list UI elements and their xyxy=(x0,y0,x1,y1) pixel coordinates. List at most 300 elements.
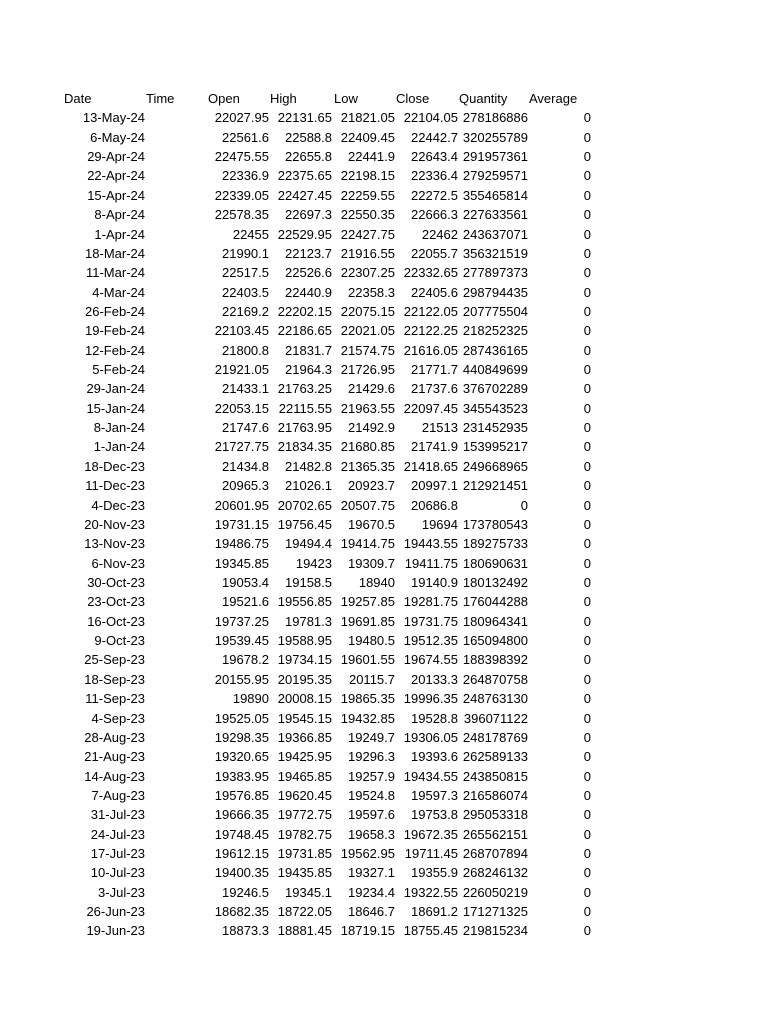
cell-average[interactable]: 0 xyxy=(583,652,591,668)
cell-high[interactable]: 22588.8 xyxy=(285,129,332,145)
cell-date[interactable]: 9-Oct-23 xyxy=(94,633,145,649)
cell-average[interactable]: 0 xyxy=(583,129,591,145)
cell-time[interactable] xyxy=(146,128,206,147)
cell-date[interactable]: 25-Sep-23 xyxy=(84,652,145,668)
cell-time[interactable] xyxy=(146,205,206,224)
cell-close[interactable]: 19306.05 xyxy=(403,729,458,745)
header-open[interactable]: Open xyxy=(208,91,240,106)
cell-date[interactable]: 3-Jul-23 xyxy=(98,884,145,900)
cell-average[interactable]: 0 xyxy=(583,671,591,687)
cell-open[interactable]: 22103.45 xyxy=(214,323,269,339)
cell-low[interactable]: 19309.7 xyxy=(348,555,395,571)
cell-date[interactable]: 8-Jan-24 xyxy=(93,420,145,436)
cell-date[interactable]: 29-Apr-24 xyxy=(87,149,145,165)
cell-high[interactable]: 22526.6 xyxy=(285,265,332,281)
cell-open[interactable]: 19666.35 xyxy=(214,807,269,823)
cell-close[interactable]: 19528.8 xyxy=(411,710,458,726)
cell-low[interactable]: 19257.9 xyxy=(348,768,395,784)
cell-quantity[interactable]: 218252325 xyxy=(462,323,528,339)
cell-average[interactable]: 0 xyxy=(583,749,591,765)
cell-quantity[interactable]: 291957361 xyxy=(462,149,528,165)
cell-open[interactable]: 22517.5 xyxy=(222,265,269,281)
cell-close[interactable]: 22666.3 xyxy=(411,207,458,223)
cell-quantity[interactable]: 440849699 xyxy=(462,362,528,378)
cell-date[interactable]: 12-Feb-24 xyxy=(85,342,145,358)
cell-time[interactable] xyxy=(146,321,206,340)
cell-low[interactable]: 18940 xyxy=(358,574,395,590)
cell-open[interactable]: 19612.15 xyxy=(214,846,269,862)
cell-high[interactable]: 19781.3 xyxy=(285,613,332,629)
cell-close[interactable]: 22643.4 xyxy=(411,149,458,165)
cell-open[interactable]: 19890 xyxy=(232,691,269,707)
cell-date[interactable]: 4-Dec-23 xyxy=(91,497,145,513)
cell-time[interactable] xyxy=(146,767,206,786)
cell-high[interactable]: 22440.9 xyxy=(285,284,332,300)
cell-time[interactable] xyxy=(146,399,206,418)
cell-quantity[interactable]: 226050219 xyxy=(462,884,528,900)
cell-time[interactable] xyxy=(146,747,206,766)
cell-close[interactable]: 22462 xyxy=(421,226,458,242)
cell-date[interactable]: 18-Mar-24 xyxy=(85,245,145,261)
cell-low[interactable]: 19658.3 xyxy=(348,826,395,842)
cell-high[interactable]: 19782.75 xyxy=(277,826,332,842)
cell-date[interactable]: 31-Jul-23 xyxy=(90,807,145,823)
cell-date[interactable]: 4-Mar-24 xyxy=(92,284,145,300)
cell-time[interactable] xyxy=(146,379,206,398)
cell-date[interactable]: 13-Nov-23 xyxy=(84,536,145,552)
cell-close[interactable]: 22104.05 xyxy=(403,110,458,126)
cell-average[interactable]: 0 xyxy=(583,110,591,126)
cell-quantity[interactable]: 396071122 xyxy=(463,710,528,726)
cell-close[interactable]: 19512.35 xyxy=(403,633,458,649)
cell-average[interactable]: 0 xyxy=(583,884,591,900)
cell-date[interactable]: 15-Apr-24 xyxy=(87,187,145,203)
cell-time[interactable] xyxy=(146,108,206,127)
cell-low[interactable]: 20507.75 xyxy=(340,497,395,513)
cell-high[interactable]: 21763.25 xyxy=(277,381,332,397)
header-quantity[interactable]: Quantity xyxy=(459,91,508,106)
cell-low[interactable]: 22021.05 xyxy=(340,323,395,339)
cell-quantity[interactable]: 345543523 xyxy=(462,400,528,416)
cell-average[interactable]: 0 xyxy=(583,594,591,610)
cell-open[interactable]: 21800.8 xyxy=(222,342,269,358)
cell-average[interactable]: 0 xyxy=(583,226,591,242)
cell-low[interactable]: 22441.9 xyxy=(348,149,395,165)
cell-date[interactable]: 21-Aug-23 xyxy=(84,749,145,765)
cell-date[interactable]: 26-Feb-24 xyxy=(85,303,145,319)
cell-time[interactable] xyxy=(146,341,206,360)
cell-high[interactable]: 19423 xyxy=(295,555,332,571)
cell-high[interactable]: 21964.3 xyxy=(285,362,332,378)
cell-time[interactable] xyxy=(146,650,206,669)
cell-open[interactable]: 19521.6 xyxy=(222,594,269,610)
cell-date[interactable]: 1-Apr-24 xyxy=(94,226,145,242)
cell-time[interactable] xyxy=(146,244,206,263)
cell-close[interactable]: 21513 xyxy=(421,420,458,436)
cell-quantity[interactable]: 180132492 xyxy=(462,574,528,590)
cell-average[interactable]: 0 xyxy=(583,787,591,803)
cell-quantity[interactable]: 279259571 xyxy=(462,168,528,184)
cell-open[interactable]: 20965.3 xyxy=(222,478,269,494)
cell-close[interactable]: 19443.55 xyxy=(403,536,458,552)
cell-open[interactable]: 19400.35 xyxy=(214,865,269,881)
cell-close[interactable]: 19355.9 xyxy=(411,865,458,881)
cell-close[interactable]: 21418.65 xyxy=(403,458,458,474)
cell-open[interactable]: 19539.45 xyxy=(214,633,269,649)
cell-close[interactable]: 19672.35 xyxy=(403,826,458,842)
cell-high[interactable]: 22529.95 xyxy=(277,226,332,242)
cell-close[interactable]: 22055.7 xyxy=(411,245,458,261)
cell-open[interactable]: 19748.45 xyxy=(214,826,269,842)
cell-date[interactable]: 15-Jan-24 xyxy=(86,400,145,416)
cell-average[interactable]: 0 xyxy=(583,342,591,358)
cell-open[interactable]: 20155.95 xyxy=(214,671,269,687)
cell-open[interactable]: 19053.4 xyxy=(222,574,269,590)
cell-quantity[interactable]: 287436165 xyxy=(462,342,528,358)
cell-high[interactable]: 20195.35 xyxy=(277,671,332,687)
cell-time[interactable] xyxy=(146,631,206,650)
cell-quantity[interactable]: 295053318 xyxy=(462,807,528,823)
cell-close[interactable]: 21737.6 xyxy=(411,381,458,397)
cell-low[interactable]: 19432.85 xyxy=(340,710,395,726)
cell-high[interactable]: 19425.95 xyxy=(277,749,332,765)
cell-open[interactable]: 19486.75 xyxy=(214,536,269,552)
cell-low[interactable]: 22409.45 xyxy=(340,129,395,145)
cell-date[interactable]: 6-Nov-23 xyxy=(91,555,145,571)
cell-high[interactable]: 18881.45 xyxy=(277,923,332,939)
cell-time[interactable] xyxy=(146,689,206,708)
cell-high[interactable]: 19545.15 xyxy=(277,710,332,726)
cell-low[interactable]: 21680.85 xyxy=(340,439,395,455)
cell-quantity[interactable]: 320255789 xyxy=(462,129,528,145)
cell-quantity[interactable]: 262589133 xyxy=(462,749,528,765)
cell-close[interactable]: 19597.3 xyxy=(411,787,458,803)
cell-close[interactable]: 20133.3 xyxy=(411,671,458,687)
cell-open[interactable]: 22339.05 xyxy=(214,187,269,203)
cell-low[interactable]: 19601.55 xyxy=(340,652,395,668)
cell-date[interactable]: 20-Nov-23 xyxy=(84,516,145,532)
cell-quantity[interactable]: 216586074 xyxy=(462,787,528,803)
cell-average[interactable]: 0 xyxy=(583,555,591,571)
cell-date[interactable]: 11-Sep-23 xyxy=(85,691,145,707)
cell-high[interactable]: 20008.15 xyxy=(277,691,332,707)
cell-open[interactable]: 22475.55 xyxy=(214,149,269,165)
cell-low[interactable]: 21916.55 xyxy=(340,245,395,261)
cell-average[interactable]: 0 xyxy=(583,284,591,300)
cell-open[interactable]: 21433.1 xyxy=(222,381,269,397)
cell-date[interactable]: 17-Jul-23 xyxy=(90,846,145,862)
header-average[interactable]: Average xyxy=(529,91,578,106)
cell-average[interactable]: 0 xyxy=(583,807,591,823)
cell-date[interactable]: 22-Apr-24 xyxy=(87,168,145,184)
cell-low[interactable]: 18646.7 xyxy=(348,904,395,920)
cell-average[interactable]: 0 xyxy=(583,846,591,862)
cell-average[interactable]: 0 xyxy=(583,865,591,881)
cell-date[interactable]: 28-Aug-23 xyxy=(84,729,145,745)
cell-average[interactable]: 0 xyxy=(583,381,591,397)
cell-time[interactable] xyxy=(146,283,206,302)
cell-close[interactable]: 19434.55 xyxy=(403,768,458,784)
cell-date[interactable]: 1-Jan-24 xyxy=(93,439,145,455)
cell-low[interactable]: 22075.15 xyxy=(340,303,395,319)
cell-average[interactable]: 0 xyxy=(583,245,591,261)
cell-open[interactable]: 22455 xyxy=(232,226,269,242)
cell-time[interactable] xyxy=(146,225,206,244)
cell-low[interactable]: 22427.75 xyxy=(340,226,395,242)
cell-average[interactable]: 0 xyxy=(583,149,591,165)
cell-open[interactable]: 22053.15 xyxy=(214,400,269,416)
cell-date[interactable]: 4-Sep-23 xyxy=(91,710,145,726)
cell-time[interactable] xyxy=(146,515,206,534)
cell-time[interactable] xyxy=(146,360,206,379)
cell-quantity[interactable]: 277897373 xyxy=(462,265,528,281)
cell-close[interactable]: 19393.6 xyxy=(411,749,458,765)
cell-close[interactable]: 19731.75 xyxy=(403,613,458,629)
cell-date[interactable]: 30-Oct-23 xyxy=(87,574,145,590)
cell-close[interactable]: 19322.55 xyxy=(403,884,458,900)
cell-high[interactable]: 22375.65 xyxy=(277,168,332,184)
cell-open[interactable]: 19246.5 xyxy=(222,884,269,900)
cell-date[interactable]: 10-Jul-23 xyxy=(90,865,145,881)
cell-date[interactable]: 29-Jan-24 xyxy=(86,381,145,397)
cell-average[interactable]: 0 xyxy=(583,458,591,474)
cell-low[interactable]: 19597.6 xyxy=(348,807,395,823)
cell-average[interactable]: 0 xyxy=(583,710,591,726)
cell-date[interactable]: 6-May-24 xyxy=(90,129,145,145)
cell-quantity[interactable]: 265562151 xyxy=(462,826,528,842)
cell-open[interactable]: 22027.95 xyxy=(214,110,269,126)
cell-close[interactable]: 21741.9 xyxy=(411,439,458,455)
cell-quantity[interactable]: 176044288 xyxy=(462,594,528,610)
cell-close[interactable]: 22122.25 xyxy=(403,323,458,339)
cell-low[interactable]: 19865.35 xyxy=(340,691,395,707)
cell-low[interactable]: 19670.5 xyxy=(348,516,395,532)
cell-open[interactable]: 22578.35 xyxy=(214,207,269,223)
cell-low[interactable]: 21821.05 xyxy=(340,110,395,126)
cell-close[interactable]: 19996.35 xyxy=(403,691,458,707)
cell-high[interactable]: 19158.5 xyxy=(285,574,332,590)
cell-open[interactable]: 20601.95 xyxy=(214,497,269,513)
cell-date[interactable]: 16-Oct-23 xyxy=(87,613,145,629)
cell-date[interactable]: 26-Jun-23 xyxy=(86,904,145,920)
cell-quantity[interactable]: 243850815 xyxy=(462,768,528,784)
cell-average[interactable]: 0 xyxy=(583,536,591,552)
cell-time[interactable] xyxy=(146,902,206,921)
cell-open[interactable]: 19320.65 xyxy=(214,749,269,765)
cell-average[interactable]: 0 xyxy=(583,400,591,416)
cell-open[interactable]: 19298.35 xyxy=(214,729,269,745)
header-date[interactable]: Date xyxy=(64,91,92,106)
cell-date[interactable]: 11-Dec-23 xyxy=(85,478,145,494)
cell-close[interactable]: 19281.75 xyxy=(403,594,458,610)
cell-low[interactable]: 19691.85 xyxy=(340,613,395,629)
cell-average[interactable]: 0 xyxy=(583,362,591,378)
cell-high[interactable]: 19620.45 xyxy=(277,787,332,803)
cell-close[interactable]: 22272.5 xyxy=(411,187,458,203)
cell-quantity[interactable]: 355465814 xyxy=(462,187,528,203)
cell-close[interactable]: 19140.9 xyxy=(411,574,458,590)
cell-date[interactable]: 24-Jul-23 xyxy=(90,826,145,842)
cell-close[interactable]: 19694 xyxy=(421,516,458,532)
cell-open[interactable]: 19678.2 xyxy=(222,652,269,668)
cell-close[interactable]: 21771.7 xyxy=(411,362,458,378)
cell-average[interactable]: 0 xyxy=(583,633,591,649)
cell-quantity[interactable]: 248178769 xyxy=(462,729,528,745)
cell-high[interactable]: 19772.75 xyxy=(277,807,332,823)
cell-average[interactable]: 0 xyxy=(583,729,591,745)
cell-quantity[interactable]: 171271325 xyxy=(462,904,528,920)
cell-time[interactable] xyxy=(146,921,206,940)
cell-date[interactable]: 13-May-24 xyxy=(82,110,145,126)
cell-quantity[interactable]: 212921451 xyxy=(462,478,528,494)
cell-time[interactable] xyxy=(146,302,206,321)
cell-open[interactable]: 22561.6 xyxy=(222,129,269,145)
cell-close[interactable]: 19753.8 xyxy=(411,807,458,823)
cell-high[interactable]: 21026.1 xyxy=(285,478,332,494)
cell-open[interactable]: 18873.3 xyxy=(222,923,269,939)
cell-quantity[interactable]: 264870758 xyxy=(462,671,528,687)
cell-open[interactable]: 19345.85 xyxy=(214,555,269,571)
cell-low[interactable]: 22358.3 xyxy=(348,284,395,300)
cell-time[interactable] xyxy=(146,166,206,185)
cell-open[interactable]: 21990.1 xyxy=(222,245,269,261)
cell-average[interactable]: 0 xyxy=(583,265,591,281)
cell-low[interactable]: 19296.3 xyxy=(348,749,395,765)
cell-quantity[interactable]: 165094800 xyxy=(462,633,528,649)
cell-average[interactable]: 0 xyxy=(583,904,591,920)
cell-open[interactable]: 21747.6 xyxy=(222,420,269,436)
cell-quantity[interactable]: 227633561 xyxy=(462,207,528,223)
cell-quantity[interactable]: 219815234 xyxy=(462,923,528,939)
cell-quantity[interactable]: 189275733 xyxy=(462,536,528,552)
cell-average[interactable]: 0 xyxy=(583,574,591,590)
cell-high[interactable]: 19734.15 xyxy=(277,652,332,668)
cell-date[interactable]: 11-Mar-24 xyxy=(85,265,145,281)
cell-quantity[interactable]: 153995217 xyxy=(462,439,528,455)
cell-time[interactable] xyxy=(146,863,206,882)
cell-high[interactable]: 22115.55 xyxy=(278,400,332,416)
cell-quantity[interactable]: 249668965 xyxy=(462,458,528,474)
cell-high[interactable]: 22123.7 xyxy=(285,245,332,261)
cell-date[interactable]: 19-Feb-24 xyxy=(85,323,145,339)
cell-low[interactable]: 21365.35 xyxy=(340,458,395,474)
cell-average[interactable]: 0 xyxy=(583,691,591,707)
cell-quantity[interactable]: 376702289 xyxy=(462,381,528,397)
cell-close[interactable]: 18755.45 xyxy=(403,923,458,939)
cell-date[interactable]: 5-Feb-24 xyxy=(92,362,145,378)
cell-close[interactable]: 22405.6 xyxy=(411,284,458,300)
cell-average[interactable]: 0 xyxy=(583,303,591,319)
cell-open[interactable]: 21434.8 xyxy=(222,458,269,474)
cell-high[interactable]: 19556.85 xyxy=(277,594,332,610)
cell-high[interactable]: 19731.85 xyxy=(277,846,332,862)
cell-open[interactable]: 22169.2 xyxy=(222,303,269,319)
cell-low[interactable]: 20923.7 xyxy=(348,478,395,494)
cell-low[interactable]: 21492.9 xyxy=(348,420,395,436)
cell-high[interactable]: 18722.05 xyxy=(277,904,332,920)
cell-close[interactable]: 22332.65 xyxy=(403,265,458,281)
cell-high[interactable]: 22655.8 xyxy=(285,149,332,165)
header-time[interactable]: Time xyxy=(146,91,175,106)
cell-close[interactable]: 20686.8 xyxy=(411,497,458,513)
cell-average[interactable]: 0 xyxy=(583,478,591,494)
cell-close[interactable]: 18691.2 xyxy=(411,904,458,920)
cell-quantity[interactable]: 180690631 xyxy=(462,555,528,571)
cell-high[interactable]: 21834.35 xyxy=(277,439,332,455)
cell-high[interactable]: 20702.65 xyxy=(277,497,332,513)
cell-high[interactable]: 19366.85 xyxy=(277,729,332,745)
cell-low[interactable]: 19480.5 xyxy=(348,633,395,649)
cell-high[interactable]: 22131.65 xyxy=(277,110,332,126)
cell-average[interactable]: 0 xyxy=(583,323,591,339)
cell-low[interactable]: 18719.15 xyxy=(340,923,395,939)
cell-quantity[interactable]: 356321519 xyxy=(462,245,528,261)
cell-average[interactable]: 0 xyxy=(583,516,591,532)
cell-time[interactable] xyxy=(146,534,206,553)
cell-time[interactable] xyxy=(146,844,206,863)
cell-low[interactable]: 22259.55 xyxy=(340,187,395,203)
cell-time[interactable] xyxy=(146,496,206,515)
cell-open[interactable]: 22336.9 xyxy=(222,168,269,184)
cell-open[interactable]: 19731.15 xyxy=(214,516,269,532)
cell-time[interactable] xyxy=(146,554,206,573)
cell-average[interactable]: 0 xyxy=(583,613,591,629)
cell-open[interactable]: 21921.05 xyxy=(214,362,269,378)
cell-high[interactable]: 19435.85 xyxy=(277,865,332,881)
cell-open[interactable]: 19576.85 xyxy=(214,787,269,803)
cell-quantity[interactable]: 243637071 xyxy=(462,226,528,242)
cell-time[interactable] xyxy=(146,186,206,205)
cell-low[interactable]: 22550.35 xyxy=(340,207,395,223)
cell-date[interactable]: 8-Apr-24 xyxy=(94,207,145,223)
cell-quantity[interactable]: 248763130 xyxy=(462,691,528,707)
cell-low[interactable]: 19249.7 xyxy=(348,729,395,745)
cell-average[interactable]: 0 xyxy=(583,497,591,513)
cell-open[interactable]: 22403.5 xyxy=(222,284,269,300)
cell-quantity[interactable]: 268246132 xyxy=(462,865,528,881)
cell-high[interactable]: 22697.3 xyxy=(285,207,332,223)
cell-quantity[interactable]: 268707894 xyxy=(462,846,528,862)
cell-date[interactable]: 23-Oct-23 xyxy=(87,594,145,610)
cell-quantity[interactable]: 207775504 xyxy=(462,303,528,319)
cell-quantity[interactable]: 231452935 xyxy=(462,420,528,436)
cell-high[interactable]: 19345.1 xyxy=(285,884,332,900)
cell-low[interactable]: 21429.6 xyxy=(348,381,395,397)
cell-quantity[interactable]: 180964341 xyxy=(462,613,528,629)
header-high[interactable]: High xyxy=(270,91,297,106)
cell-time[interactable] xyxy=(146,457,206,476)
cell-time[interactable] xyxy=(146,728,206,747)
cell-quantity[interactable]: 278186886 xyxy=(462,110,528,126)
cell-average[interactable]: 0 xyxy=(583,826,591,842)
cell-time[interactable] xyxy=(146,437,206,456)
cell-time[interactable] xyxy=(146,670,206,689)
cell-low[interactable]: 19327.1 xyxy=(348,865,395,881)
cell-time[interactable] xyxy=(146,476,206,495)
cell-quantity[interactable]: 188398392 xyxy=(462,652,528,668)
cell-high[interactable]: 22186.65 xyxy=(277,323,332,339)
cell-average[interactable]: 0 xyxy=(583,168,591,184)
cell-date[interactable]: 18-Sep-23 xyxy=(84,671,145,687)
cell-quantity[interactable]: 298794435 xyxy=(462,284,528,300)
cell-close[interactable]: 22336.4 xyxy=(411,168,458,184)
cell-close[interactable]: 20997.1 xyxy=(411,478,458,494)
cell-open[interactable]: 21727.75 xyxy=(214,439,269,455)
cell-low[interactable]: 19234.4 xyxy=(348,884,395,900)
cell-average[interactable]: 0 xyxy=(583,923,591,939)
cell-close[interactable]: 22097.45 xyxy=(403,400,458,416)
cell-open[interactable]: 19737.25 xyxy=(214,613,269,629)
